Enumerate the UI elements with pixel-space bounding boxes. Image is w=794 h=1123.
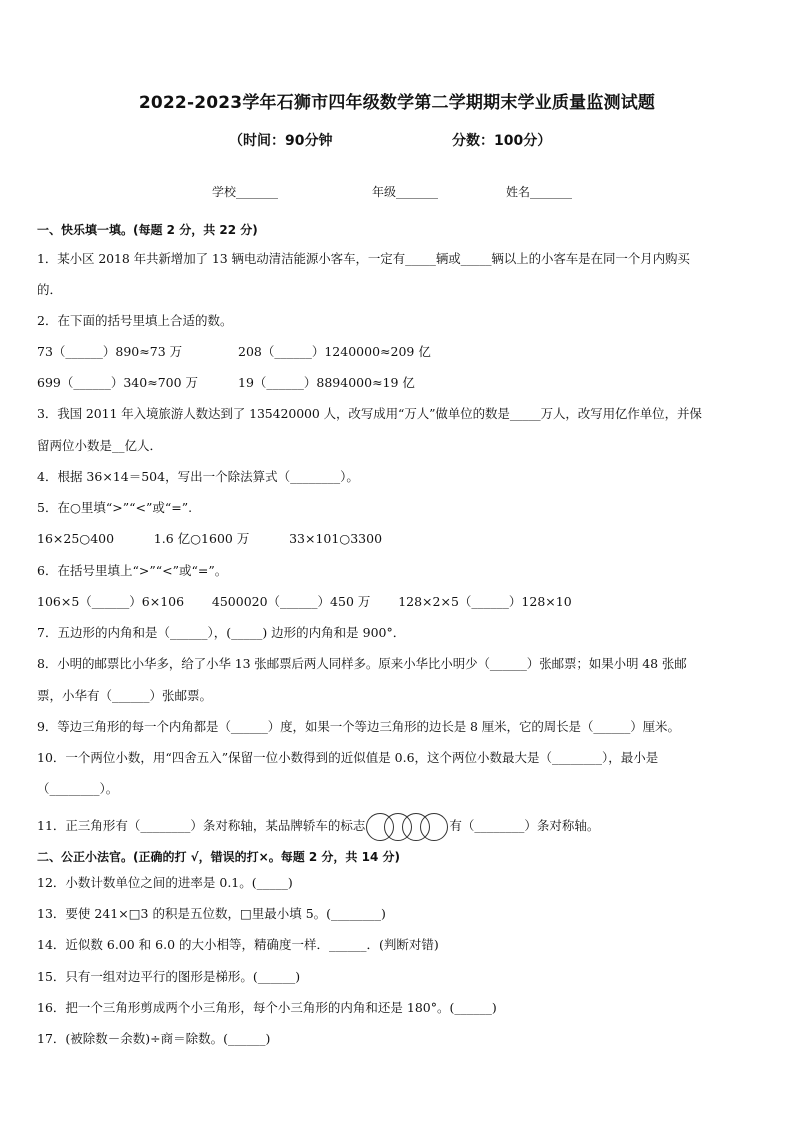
question-11: [37, 811, 767, 842]
question-14: 14．近似数 6.00 和 6.0 的大小相等，精确度一样．______．(判断对错): [37, 937, 439, 952]
question-12: 12．小数计数单位之间的进率是 0.1。(_____): [37, 875, 293, 890]
question-5-items: 16×25○400 1.6 亿○1600 万 33×101○3300: [37, 531, 383, 546]
question-13: 13．要使 241×□3 的积是五位数，□里最小填 5。(________): [37, 906, 386, 921]
question-8-line-1: 8．小明的邮票比小华多，给了小华 13 张邮票后两人同样多。原来小华比小明少（______）张邮票；如果小明 48 张邮: [37, 656, 687, 671]
exam-time: （时间：90分钟: [229, 133, 333, 149]
question-10-line-1: 10．一个两位小数，用“四舍五入”保留一位小数得到的近似值是 0.6，这个两位小数最大是（________），最小是: [37, 750, 659, 765]
question-5: 5．在○里填“>”“<”或“=”.: [37, 500, 193, 515]
question-2-item-d: 19（______）8894000≈19 亿: [238, 375, 415, 390]
grade-field: 年级_______: [372, 185, 439, 199]
question-16: 16．把一个三角形剪成两个小三角形，每个小三角形的内角和还是 180°。(______): [37, 1000, 497, 1015]
question-2-item-b: 208（______）1240000≈209 亿: [238, 344, 431, 359]
school-field: 学校_______: [212, 185, 279, 199]
question-2-item-a: 73（______）890≈73 万: [37, 344, 183, 359]
question-11-text-b: 有（________）条对称轴。: [449, 818, 600, 833]
question-2-item-c: 699（______）340≈700 万: [37, 375, 199, 390]
question-9: 9．等边三角形的每一个内角都是（______）度，如果一个等边三角形的边长是 8 厘米，它的周长是（______）厘米。: [37, 719, 680, 734]
question-7: 7．五边形的内角和是（______），(_____) 边形的内角和是 900°．: [37, 625, 406, 640]
question-1-line-2: 的．: [37, 282, 63, 297]
question-1-line-1: 1．某小区 2018 年共新增加了 13 辆电动清洁能源小客车，一定有_____辆或_____辆以上的小客车是在同一个月内购买: [37, 251, 690, 266]
question-15: 15．只有一组对边平行的图形是梯形。(______): [37, 969, 301, 984]
question-17: 17．(被除数－余数)÷商＝除数。(______): [37, 1031, 271, 1046]
car-logo-rings-icon: [366, 812, 448, 842]
question-11-text-a: 11．正三角形有（________）条对称轴，某品牌轿车的标志: [37, 818, 366, 833]
question-3-line-1: 3．我国 2011 年入境旅游人数达到了 135420000 人，改写成用“万人”做单位的数是_____万人，改写用亿作单位，并保: [37, 406, 702, 421]
section-2-heading: 二、公正小法官。(正确的打 √，错误的打×。每题 2 分，共 14 分): [37, 850, 400, 864]
section-1-heading: 一、快乐填一填。(每题 2 分，共 22 分): [37, 223, 258, 237]
question-2: 2．在下面的括号里填上合适的数。: [37, 313, 233, 328]
page-title: 2022-2023学年石狮市四年级数学第二学期期末学业质量监测试题: [138, 93, 656, 113]
exam-score: 分数：100分）: [452, 133, 552, 149]
question-8-line-2: 票，小华有（______）张邮票。: [37, 688, 213, 703]
question-10-line-2: （________）。: [37, 781, 119, 796]
question-6: 6．在括号里填上“>”“<”或“=”。: [37, 563, 228, 578]
name-field: 姓名_______: [506, 185, 573, 199]
question-3-line-2: 留两位小数是__亿人．: [37, 438, 163, 453]
question-4: 4．根据 36×14＝504，写出一个除法算式（________）。: [37, 469, 359, 484]
question-6-items: 106×5（______）6×106 4500020（______）450 万 128×2×5（______）128×10: [37, 594, 572, 609]
